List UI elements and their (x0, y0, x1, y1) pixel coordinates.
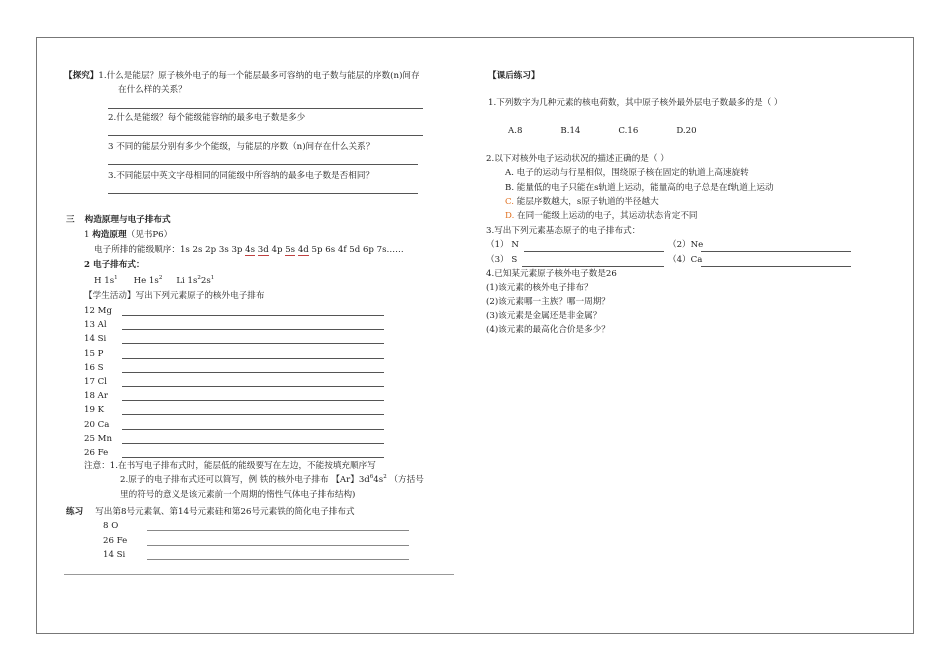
answer-line[interactable] (108, 164, 418, 165)
note-2: 2.原子的电子排布式还可以简写，例 铁的核外电子排布 【Ar】$3d^64s^2$ （方括号 (120, 474, 424, 485)
answer-line[interactable] (108, 193, 418, 194)
hw-q2-option-a[interactable]: A. 电子的运动与行星相似，围绕原子核在固定的轨道上高速旋转 (505, 168, 749, 178)
explore-q1-line1: 1.什么是能层？原子核外电子的每一个能层最多可容纳的电子数与能层的序数(n)间存 (98, 71, 420, 81)
answer-line[interactable] (701, 251, 851, 252)
order-4p: 4p (268, 245, 286, 255)
subsection-title: 构造原理 (92, 230, 127, 240)
explore-question-1 (64, 71, 420, 82)
hw-q4-part-2: (2)该元素哪一主族？哪一周期？ (486, 297, 610, 307)
answer-line[interactable] (108, 108, 423, 109)
section-title: 构造原理与电子排布式 (84, 215, 171, 225)
example-li: Li $1s^22s^1$ (176, 275, 215, 286)
explore-q1-line2: 在什么样的关系？ (118, 85, 187, 95)
answer-line[interactable] (122, 443, 384, 444)
student-activity: 【学生活动】写出下列元素原子的核外电子排布 (84, 291, 265, 301)
element-label: 15 P (84, 348, 104, 359)
answer-line[interactable] (122, 414, 384, 415)
hw-q3-item-4: （4）Ca (668, 255, 703, 265)
explore-question-2: 2.什么是能级？每个能级能容纳的最多电子数是多少 (108, 113, 306, 123)
option-d[interactable]: D.20 (676, 126, 697, 136)
order-4d: 4d (297, 245, 309, 255)
hw-q4-part-1: (1)该元素的核外电子排布？ (486, 283, 593, 293)
element-label: 17 Cl (84, 377, 107, 387)
hw-q4-part-4: (4)该元素的最高化合价是多少？ (486, 325, 610, 335)
hw-q4-part-3: (3)该元素是金属还是非金属？ (486, 311, 602, 321)
answer-line[interactable] (122, 372, 384, 373)
element-label: 12 Mg (84, 306, 112, 316)
answer-line[interactable] (122, 400, 384, 401)
explore-tag: 【探究】 (64, 71, 99, 81)
option-c[interactable]: C.16 (618, 126, 639, 136)
hw-q3-item-1: （1） N (486, 240, 519, 250)
practice-text: 写出第8号元素氧、第14号元素硅和第26号元素铁的简化电子排布式 (95, 507, 355, 517)
energy-level-order (94, 245, 404, 256)
subsection-electron-config: 2 电子排布式： (84, 260, 145, 270)
order-4s: 4s (245, 245, 256, 255)
book-reference: （见书P6） (126, 230, 173, 240)
homework-title: 【课后练习】 (488, 71, 540, 81)
answer-line[interactable] (522, 266, 664, 267)
practice-label: 练习 (66, 507, 84, 517)
order-5s: 5s (285, 245, 296, 255)
hw-question-1: 1.下列数字为几种元素的核电荷数，其中原子核外最外层电子数最多的是（ ） (488, 98, 783, 108)
subsection-construction-principle (84, 230, 172, 241)
order-label: 电子所排的能级顺序：1s 2s 2p 3s 3p (94, 245, 246, 255)
explore-question-3: 3 不同的能层分别有多少个能级，与能层的序数（n)间存在什么关系？ (108, 142, 375, 152)
answer-line[interactable] (701, 266, 851, 267)
element-label: 18 Ar (84, 391, 108, 402)
hw-q2-option-c[interactable]: C. 能层序数越大，s原子轨道的半径越大 (505, 197, 659, 207)
element-label: 19 K (84, 405, 105, 416)
hw-q3-item-2: （2）Ne (668, 240, 704, 250)
hw-q1-options (508, 126, 697, 137)
hw-q2-option-d[interactable]: D. 在同一能级上运动的电子，其运动状态肯定不同 (505, 211, 698, 221)
section-number: 三 (66, 215, 75, 225)
element-label: 20 Ca (84, 419, 110, 430)
answer-line[interactable] (122, 329, 384, 330)
answer-line[interactable] (147, 559, 409, 560)
answer-line[interactable] (122, 386, 384, 387)
order-tail: 5p 6s 4f 5d 6p 7s…… (308, 245, 404, 255)
answer-line[interactable] (147, 530, 409, 531)
section-heading (66, 215, 171, 226)
answer-line[interactable] (122, 315, 384, 316)
note-3: 里的符号的意义是该元素前一个周期的惰性气体电子排布结构) (120, 490, 356, 500)
answer-line[interactable] (108, 135, 423, 136)
subsection-number: 1 (84, 230, 90, 240)
answer-line[interactable] (147, 545, 409, 546)
option-a[interactable]: A.8 (508, 126, 523, 136)
practice-element: 8 O (103, 521, 119, 531)
element-label: 14 Si (84, 334, 107, 345)
hw-question-2: 2.以下对核外电子运动状况的描述正确的是（ ） (486, 154, 669, 164)
note-1: 注意：1.在书写电子排布式时，能层低的能级要写在左边，不能按填充顺序写 (84, 461, 376, 471)
practice-element: 14 Si (103, 550, 126, 560)
example-he: He $1s^2$ (133, 275, 163, 286)
element-label: 26 Fe (84, 448, 109, 458)
example-h: H $1s^1$ (94, 275, 118, 286)
hw-question-4: 4.已知某元素原子核外电子数是26 (486, 269, 617, 279)
answer-line[interactable] (122, 429, 384, 430)
bottom-divider (64, 574, 454, 575)
hw-q2-option-b[interactable]: B. 能量低的电子只能在s轨道上运动，能量高的电子总是在f轨道上运动 (505, 183, 774, 193)
answer-line[interactable] (122, 343, 384, 344)
example-configs (94, 276, 214, 287)
hw-q3-item-3: （3） S (486, 255, 518, 265)
practice-heading (66, 507, 355, 518)
element-label: 16 S (84, 362, 104, 373)
element-label: 25 Mn (84, 433, 113, 444)
answer-line[interactable] (122, 457, 384, 458)
order-3d: 3d (257, 245, 269, 255)
option-b[interactable]: B.14 (560, 126, 581, 136)
explore-question-4: 3.不同能层中英文字母相同的同能级中所容纳的最多电子数是否相同？ (108, 171, 375, 181)
element-label: 13 Al (84, 320, 107, 331)
answer-line[interactable] (122, 358, 384, 359)
answer-line[interactable] (524, 251, 664, 252)
hw-question-3: 3.写出下列元素基态原子的电子排布式： (486, 226, 641, 236)
practice-element: 26 Fe (103, 535, 128, 546)
